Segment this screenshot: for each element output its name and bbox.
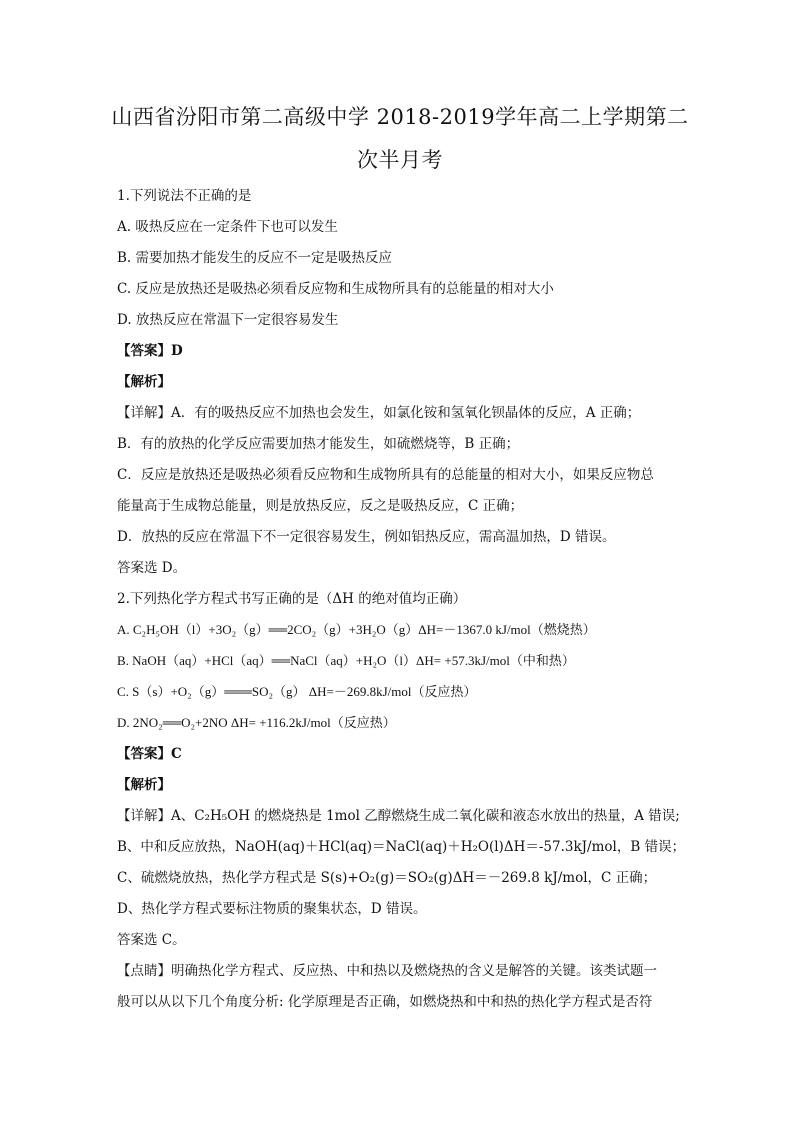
text-line: C、硫燃烧放热，热化学方程式是 S(s)+O₂(g)＝SO₂(g)ΔH＝－269.8 kJ/mol，C 正确； (117, 870, 657, 886)
text-line: B．有的放热的化学反应需要加热才能发生，如硫燃烧等，B 正确； (117, 436, 520, 452)
text-line: 【详解】A、C₂H₅OH 的燃烧热是 1mol 乙醇燃烧生成二氧化碳和液态水放出的热量，A 错误; (117, 808, 680, 824)
text-line: 答案选 C。 (117, 932, 186, 948)
text-line: A. C₂H₅OH（l）+3O₂（g）══2CO₂（g）+3H₂O（g）ΔH=－1367.0 kJ/mol（燃烧热） (117, 622, 596, 637)
text-line: 1.下列说法不正确的是 (117, 188, 252, 204)
text-line: C．反应是放热还是吸热必须看反应物和生成物所具有的总能量的相对大小，如果反应物总 (117, 467, 654, 483)
text-line: B、中和反应放热，NaOH(aq)＋HCl(aq)＝NaCl(aq)＋H₂O(l)ΔH＝-57.3kJ/mol，B 错误； (117, 839, 686, 855)
text-line: B. 需要加热才能发生的反应不一定是吸热反应 (117, 250, 393, 266)
text-line: 【答案】D (117, 343, 183, 359)
text-line: 【答案】C (117, 746, 182, 762)
text-line: 能量高于生成物总能量，则是放热反应，反之是吸热反应，C 正确； (117, 498, 524, 514)
text-line: 般可以从以下几个角度分析: 化学原理是否正确，如燃烧热和中和热的热化学方程式是否符 (117, 994, 653, 1010)
document-title-continued: 次半月考 (357, 148, 443, 172)
text-line: 【点睛】明确热化学方程式、反应热、中和热以及燃烧热的含义是解答的关键。该类试题一 (117, 963, 657, 979)
text-line: D. 2NO₂══O₂+2NO ΔH= +116.2kJ/mol（反应热） (117, 715, 396, 730)
text-line: D、热化学方程式要标注物质的聚集状态，D 错误。 (117, 901, 427, 917)
text-line: 2.下列热化学方程式书写正确的是（ΔH 的绝对值均正确） (117, 591, 467, 607)
text-line: 【详解】A．有的吸热反应不加热也会发生，如氯化铵和氢氧化钡晶体的反应，A 正确； (117, 405, 641, 421)
text-line: 【解析】 (117, 374, 171, 390)
text-line: D. 放热反应在常温下一定很容易发生 (117, 312, 339, 328)
text-line: 【解析】 (117, 777, 171, 793)
text-line: C. S（s）+O₂（g）═══SO₂（g） ΔH=－269.8kJ/mol（反应热） (117, 684, 477, 699)
text-line: B. NaOH（aq）+HCl（aq）══NaCl（aq）+H₂O（l）ΔH= +57.3kJ/mol（中和热） (117, 653, 575, 668)
text-line: A. 吸热反应在一定条件下也可以发生 (117, 219, 338, 235)
document-title: 山西省汾阳市第二高级中学 2018-2019学年高二上学期第二 (111, 105, 689, 129)
text-line: 答案选 D。 (117, 560, 187, 576)
text-line: C. 反应是放热还是吸热必须看反应物和生成物所具有的总能量的相对大小 (117, 281, 554, 297)
text-line: D．放热的反应在常温下不一定很容易发生，例如铝热反应，需高温加热，D 错误。 (117, 529, 616, 545)
